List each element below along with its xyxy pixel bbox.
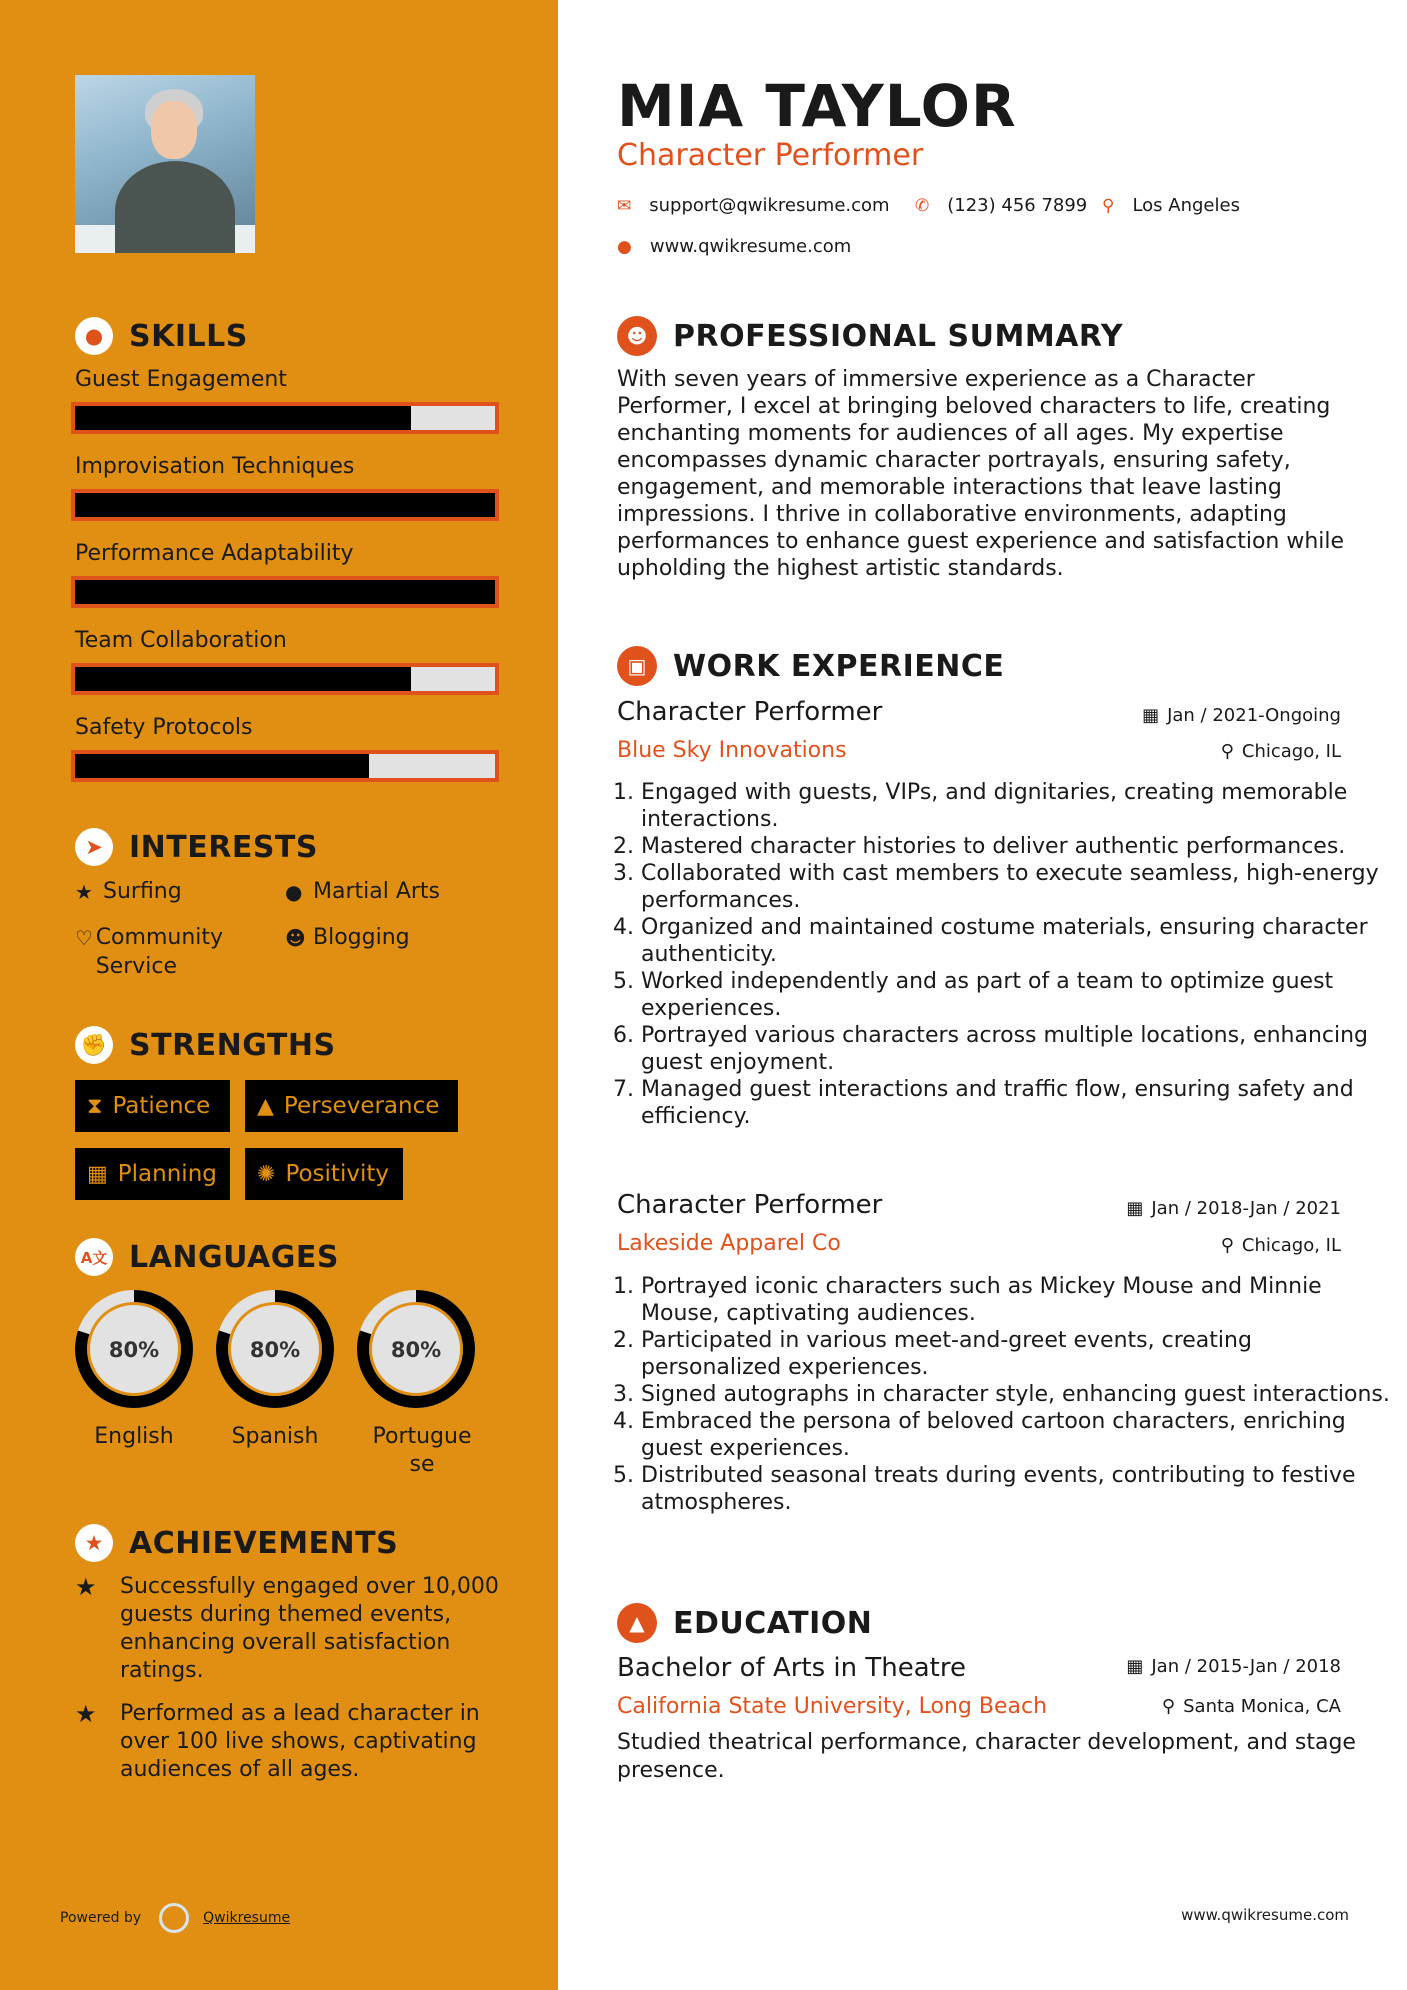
language-name: Spanish — [231, 1424, 319, 1449]
strength-badge: ▲ Perseverance — [245, 1080, 458, 1132]
job-date: ▦ Jan / 2021-Ongoing — [1142, 705, 1341, 726]
summary-text: With seven years of immersive experience as a Character Performer, I excel at bringing beloved characters to life, creating enchanting moments for audiences of all ages. My expertise encompasses dynamic character portrayals, ensuring safety, engagement, and memorable interactions that leave lasting impressions. I thrive in collaborative environments, adapting performances to enhance guest experience and satisfaction while upholding the highest artistic standards. — [617, 367, 1345, 581]
sidebar — [0, 0, 558, 1990]
pin-icon: ⚲ — [1220, 1235, 1234, 1256]
list-item: 2. Participated in various meet-and-greet events, creating personalized experiences. — [641, 1327, 1396, 1381]
interest-item: ★ Surfing — [75, 879, 182, 904]
email-link[interactable]: support@qwikresume.com — [649, 195, 890, 216]
lightbulb-icon: ● — [75, 317, 113, 355]
hourglass-icon: ⧗ — [87, 1093, 103, 1119]
education-location: ⚲ Santa Monica, CA — [1161, 1696, 1341, 1717]
list-item: 3. Signed autographs in character style, enhancing guest interactions. — [641, 1381, 1396, 1408]
candidate-name: MIA TAYLOR — [617, 72, 1017, 140]
pin-icon: ⚲ — [1161, 1696, 1176, 1717]
fist-icon: ✊ — [75, 1026, 113, 1064]
graduation-icon: ▲ — [617, 1603, 657, 1643]
list-item: 3. Collaborated with cast members to execute seamless, high-energy performances. — [641, 860, 1396, 914]
globe-icon: ● — [617, 236, 632, 257]
job-title: Character Performer — [617, 1190, 883, 1220]
envelope-icon: ✉ — [617, 195, 632, 216]
phone-icon: ✆ — [915, 195, 930, 216]
languages-heading: A文 LANGUAGES — [75, 1238, 339, 1276]
profile-photo — [75, 75, 255, 253]
list-item: 1. Portrayed iconic characters such as Mickey Mouse and Minnie Mouse, captivating audiences. — [641, 1273, 1396, 1327]
job-location: ⚲ Chicago, IL — [1220, 741, 1341, 762]
main-content — [558, 0, 1407, 1990]
skill-bar — [71, 750, 499, 782]
job-company: Blue Sky Innovations — [617, 738, 847, 763]
list-item: 6. Portrayed various characters across multiple locations, enhancing guest enjoyment. — [641, 1022, 1396, 1076]
footer-url[interactable]: www.qwikresume.com — [1181, 1906, 1349, 1924]
calendar-icon: ▦ — [1142, 705, 1160, 726]
qwikresume-link[interactable]: Qwikresume — [203, 1910, 291, 1926]
education-degree: Bachelor of Arts in Theatre — [617, 1653, 966, 1683]
education-date: ▦ Jan / 2015-Jan / 2018 — [1126, 1656, 1341, 1677]
list-item: 5. Distributed seasonal treats during events, contributing to festive atmospheres. — [641, 1462, 1396, 1516]
list-item: 1. Engaged with guests, VIPs, and dignitaries, creating memorable interactions. — [641, 779, 1396, 833]
job-title: Character Performer — [617, 697, 883, 727]
language-percent: 80% — [108, 1338, 160, 1362]
interest-item: ♡ Community Service — [75, 925, 224, 979]
language-item — [64, 1287, 204, 1451]
achievement-item: ★ Performed as a lead character in over 100 live shows, captivating audiences of all ages. — [75, 1700, 480, 1782]
skill-bar — [71, 576, 499, 608]
strength-badge: ▦ Planning — [75, 1148, 230, 1200]
calendar-icon: ▦ — [87, 1161, 108, 1187]
achievement-item: ★ Successfully engaged over 10,000 guests during themed events, enhancing overall satisfaction ratings. — [75, 1573, 499, 1683]
contact-location: ⚲ Los Angeles — [1102, 195, 1240, 216]
education-school: California State University, Long Beach — [617, 1694, 1048, 1719]
pin-icon: ⚲ — [1220, 741, 1234, 762]
skill-bar — [71, 402, 499, 434]
interests-heading: ➤ INTERESTS — [75, 828, 318, 866]
language-ring — [72, 1287, 196, 1411]
calendar-icon: ▦ — [1126, 1656, 1144, 1677]
star-badge-icon: ★ — [75, 1524, 113, 1562]
job-date: ▦ Jan / 2018-Jan / 2021 — [1126, 1198, 1341, 1219]
map-marker-icon: ⚲ — [1102, 195, 1115, 216]
skill-label: Guest Engagement — [75, 367, 287, 392]
contact-email — [617, 195, 890, 216]
job-company: Lakeside Apparel Co — [617, 1231, 841, 1256]
calendar-icon: ▦ — [1126, 1198, 1144, 1219]
interest-item: ☻ Blogging — [285, 925, 410, 950]
list-item: 4. Embraced the persona of beloved cartoon characters, enriching guest experiences. — [641, 1408, 1396, 1462]
strength-badge: ✺ Positivity — [245, 1148, 403, 1200]
list-item: 5. Worked independently and as part of a team to optimize guest experiences. — [641, 968, 1396, 1022]
contact-phone: ✆ (123) 456 7899 — [915, 195, 1088, 216]
strengths-heading: ✊ STRENGTHS — [75, 1026, 336, 1064]
paper-plane-icon: ➤ — [75, 828, 113, 866]
achievements-heading: ★ ACHIEVEMENTS — [75, 1524, 398, 1562]
candidate-title: Character Performer — [617, 138, 924, 173]
qwikresume-logo-icon — [159, 1903, 189, 1933]
job-bullets — [617, 779, 1396, 1130]
contact-website — [617, 236, 851, 257]
sun-icon: ✺ — [257, 1161, 276, 1187]
experience-heading: ▣ WORK EXPERIENCE — [617, 646, 1004, 686]
skill-bar — [71, 663, 499, 695]
strength-badge: ⧗ Patience — [75, 1080, 230, 1132]
list-item: 7. Managed guest interactions and traffic flow, ensuring safety and efficiency. — [641, 1076, 1396, 1130]
shooting-star-icon: ★ — [75, 1573, 97, 1601]
language-item — [205, 1287, 345, 1451]
language-name: Portuguese — [372, 1424, 472, 1477]
job-bullets — [617, 1273, 1396, 1516]
briefcase-icon: ▣ — [617, 646, 657, 686]
skill-bar — [71, 489, 499, 521]
star-icon: ★ — [75, 880, 93, 904]
education-heading: ▲ EDUCATION — [617, 1603, 872, 1643]
language-name: English — [94, 1424, 174, 1449]
website-link[interactable]: www.qwikresume.com — [649, 236, 852, 257]
list-item: 4. Organized and maintained costume materials, ensuring character authenticity. — [641, 914, 1396, 968]
handshake-icon: ♡ — [75, 926, 93, 950]
globe-icon: ● — [285, 880, 303, 904]
skill-label: Safety Protocols — [75, 715, 253, 740]
language-item — [346, 1287, 486, 1479]
language-icon: A文 — [75, 1238, 113, 1276]
skill-label: Team Collaboration — [75, 628, 287, 653]
interest-item: ● Martial Arts — [285, 879, 441, 904]
skill-label: Improvisation Techniques — [75, 454, 355, 479]
road-icon: ▲ — [257, 1093, 274, 1119]
user-icon: ☻ — [617, 316, 657, 356]
list-item: 2. Mastered character histories to deliver authentic performances. — [641, 833, 1396, 860]
shooting-star-icon: ★ — [75, 1700, 97, 1728]
powered-by: Powered by Qwikresume — [60, 1903, 290, 1933]
summary-heading: ☻ PROFESSIONAL SUMMARY — [617, 316, 1123, 356]
education-description: Studied theatrical performance, character development, and stage presence. — [617, 1730, 1356, 1783]
users-icon: ☻ — [285, 926, 306, 950]
skills-heading: ● SKILLS — [75, 317, 248, 355]
language-percent: 80% — [249, 1338, 301, 1362]
job-location: ⚲ Chicago, IL — [1220, 1235, 1341, 1256]
skill-label: Performance Adaptability — [75, 541, 354, 566]
language-percent: 80% — [390, 1338, 442, 1362]
language-ring — [354, 1287, 478, 1411]
language-ring — [213, 1287, 337, 1411]
